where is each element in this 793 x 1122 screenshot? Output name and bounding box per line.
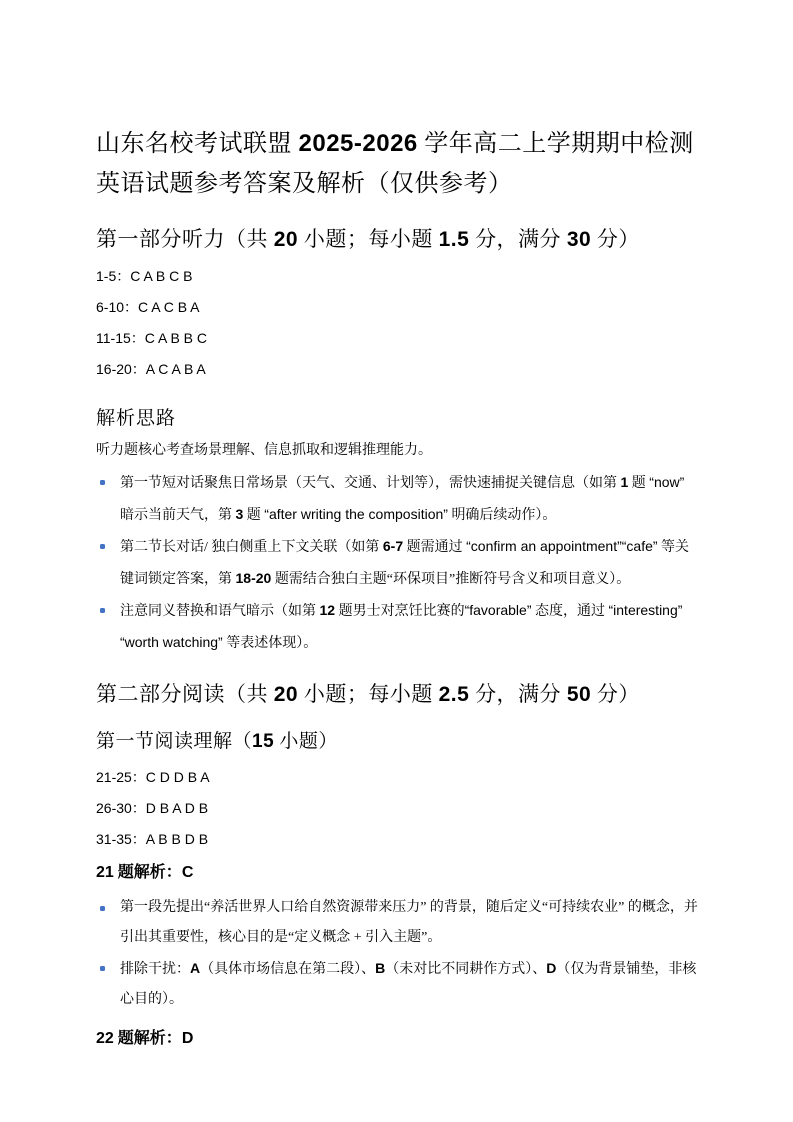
list-item: 排除干扰：A（具体市场信息在第二段）、B（未对比不同耕作方式）、D（仅为背景铺垫，非核心目的）。 — [96, 953, 700, 1015]
listening-answers-6-10: 6-10：C A C B A — [96, 299, 200, 315]
reading-answers-21-25: 21-25：C D D B A — [96, 769, 210, 785]
q22-analysis-heading: 22 题解析：D — [96, 1030, 194, 1047]
list-item: 注意同义替换和语气暗示（如第 12 题男士对烹饪比赛的“favorable” 态度，通过 “interesting”“worth watching” 等表述体现）。 — [96, 595, 700, 659]
listening-analysis-list — [96, 467, 700, 659]
analysis-ideas-heading: 解析思路 — [96, 408, 177, 429]
list-item: 第一段先提出“养活世界人口给自然资源带来压力” 的背景，随后定义“可持续农业” 的概念，并引出其重要性，核心目的是“定义概念 + 引入主题”。 — [96, 893, 700, 953]
listening-answers-1-5: 1-5：C A B C B — [96, 268, 193, 284]
part2-reading-heading: 第二部分阅读（共 20 小题；每小题 2.5 分，满分 50 分） — [96, 682, 640, 706]
q21-analysis-heading: 21 题解析：C — [96, 864, 194, 881]
listening-answers-11-15: 11-15：C A B B C — [96, 330, 208, 346]
reading-answers-26-30: 26-30：D B A D B — [96, 800, 209, 816]
reading-answers-31-35: 31-35：A B B D B — [96, 831, 209, 847]
listening-answers-16-20: 16-20：A C A B A — [96, 361, 206, 377]
list-item: 第一节短对话聚焦日常场景（天气、交通、计划等），需快速捕捉关键信息（如第 1 题 “now” 暗示当前天气，第 3 题 “after writing the composition” 明确后续动作）。 — [96, 467, 700, 531]
part1-listening-heading: 第一部分听力（共 20 小题；每小题 1.5 分，满分 30 分） — [96, 227, 640, 251]
reading-section1-heading: 第一节阅读理解（15 小题） — [96, 731, 338, 752]
list-item: 第二节长对话/ 独白侧重上下文关联（如第 6-7 题需通过 “confirm an appointment”“cafe” 等关键词锁定答案，第 18-20 题需结合独白主题“环保项目”推断符号含义和项目意义）。 — [96, 531, 700, 595]
analysis-intro-text: 听力题核心考查场景理解、信息抓取和逻辑推理能力。 — [96, 443, 432, 458]
document-title: 山东名校考试联盟 2025-2026 学年高二上学期期中检测英语试题参考答案及解析（仅供参考） — [96, 130, 694, 197]
q21-analysis-list — [96, 893, 700, 1015]
